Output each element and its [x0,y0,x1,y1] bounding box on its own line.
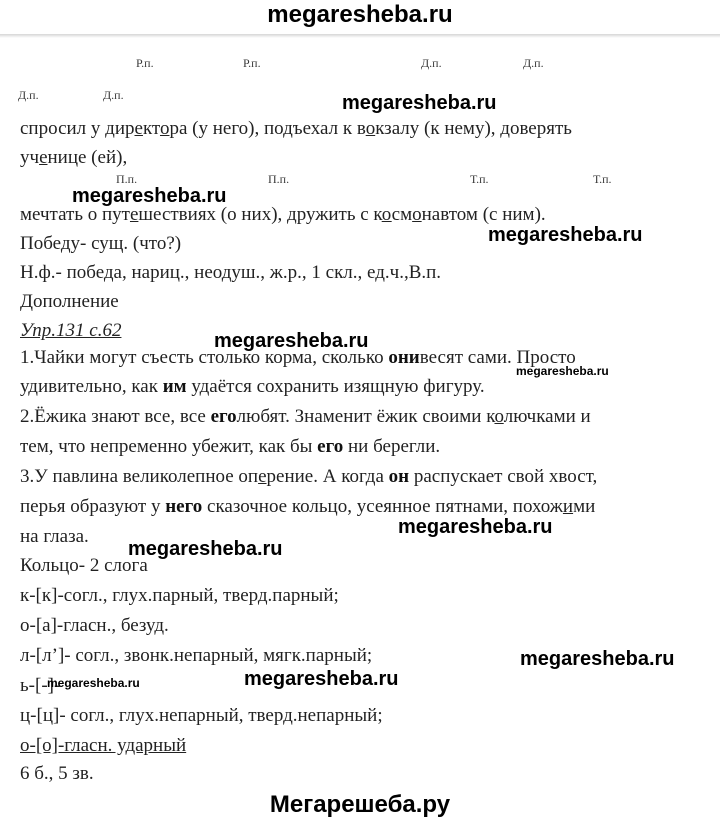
text-line: 2.Ёжика знают все, все еголюбят. Знаменит ёжик своими колючками и [20,406,591,427]
scan-edge-shadow [0,34,720,38]
watermark: megaresheba.ru [516,364,609,378]
watermark: megaresheba.ru [72,185,227,207]
case-label: Д.п. [421,56,442,70]
text-line: удивительно, как им удаётся сохранить изящную фигуру. [20,376,485,397]
text-line: л-[л’]- согл., звонк.непарный, мягк.парный; [20,645,373,666]
header-watermark: megaresheba.ru [0,0,720,34]
case-label: Т.п. [593,172,612,186]
text-line: на глаза. [20,526,89,547]
text-line: ь-[-]- [20,675,61,696]
watermark: megaresheba.ru [520,648,675,670]
case-label: Д.п. [103,88,124,102]
case-label: Д.п. [18,88,39,102]
text-line: Кольцо- 2 слога [20,555,148,576]
text-line: Н.ф.- победа, нариц., неодуш., ж.р., 1 скл., ед.ч.,В.п. [20,262,442,283]
case-label: Т.п. [470,172,489,186]
text-line: 6 б., 5 зв. [20,763,94,784]
case-label: Д.п. [523,56,544,70]
case-label: Р.п. [136,56,154,70]
watermark: megaresheba.ru [47,676,140,690]
exercise-heading: Упр.131 с.62 [20,320,122,341]
watermark: megaresheba.ru [128,538,283,560]
watermark: megaresheba.ru [214,330,369,352]
text-line: 3.У павлина великолепное оперение. А когда он распускает свой хвост, [20,466,598,487]
watermark: megaresheba.ru [342,92,497,114]
footer-title: Мегарешеба.ру [0,786,720,823]
text-line: спросил у директора (у него), подъехал к вокзалу (к нему), доверять [20,118,572,139]
watermark: megaresheba.ru [398,516,553,538]
text-line: о-[а]-гласн., безуд. [20,615,169,636]
text-line: Дополнение [20,291,119,312]
watermark: megaresheba.ru [244,668,399,690]
case-label: П.п. [116,172,138,186]
text-line: 1.Чайки могут съесть столько корма, сколько онивесят сами. Просто [20,347,576,368]
text-line: ц-[ц]- согл., глух.непарный, тверд.непарный; [20,705,383,726]
text-line: мечтать о путешествиях (о них), дружить с космонавтом (с ним). [20,204,546,225]
watermark: megaresheba.ru [488,224,643,246]
text-line: Победу- сущ. (что?) [20,233,182,254]
text-line: перья образуют у него сказочное кольцо, усеянное пятнами, похожими [20,496,596,517]
case-label: П.п. [268,172,290,186]
text-line: к-[к]-согл., глух.парный, тверд.парный; [20,585,339,606]
text-line: о-[о]-гласн. ударный [20,735,187,756]
text-line: ученице (ей), [20,147,128,168]
case-label: Р.п. [243,56,261,70]
text-line: тем, что непременно убежит, как бы его ни берегли. [20,436,441,457]
